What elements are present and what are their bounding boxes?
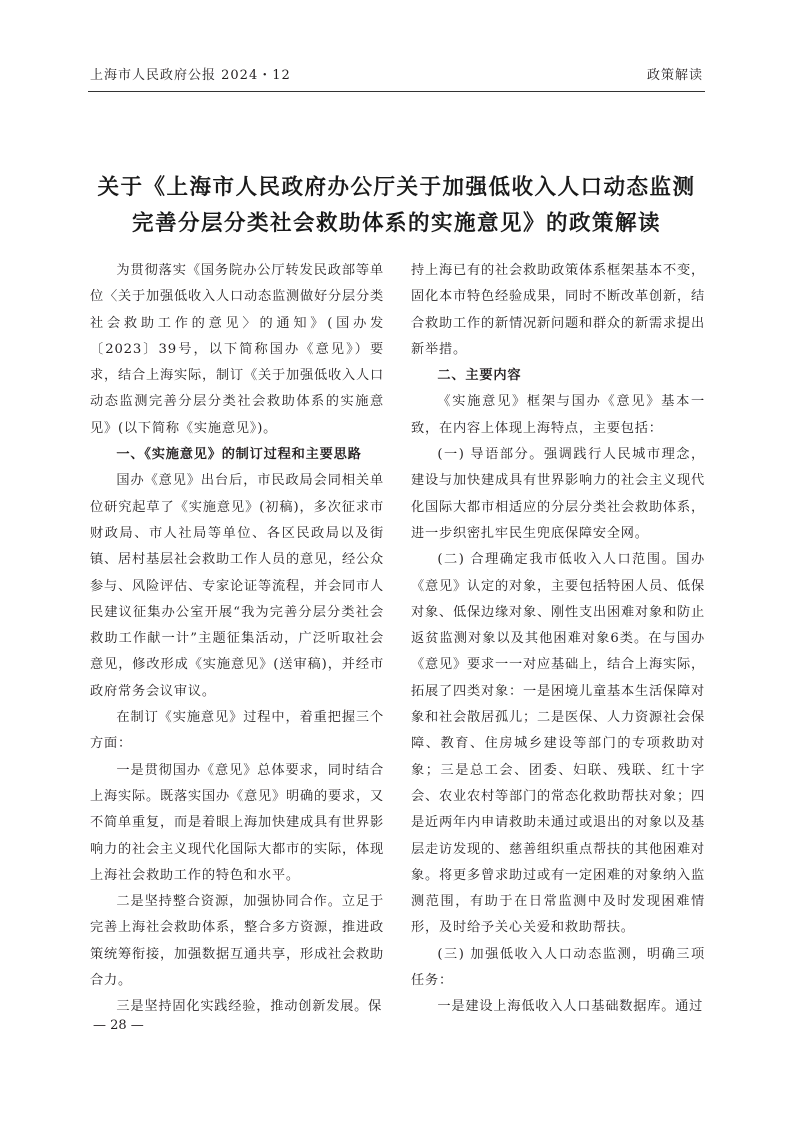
- paragraph: (一) 导语部分。强调践行人民城市理念，建设与加快建成具有世界影响力的社会主义现代化国际大都市相适应的分层分类社会救助体系，进一步织密扎牢民生兜底保障安全网。: [411, 447, 705, 541]
- section-heading: 二、主要内容: [437, 368, 522, 384]
- page-number: — 28 —: [93, 1018, 144, 1033]
- paragraph: 国办《意见》出台后，市民政局会同相关单位研究起草了《实施意见》(初稿)，多次征求市财政局、市人社局等单位、各区民政局以及街镇、居村基层社会救助工作人员的意见，经公众参与、风险评估、专家论证等流程，并会同市人民建议征集办公室开展“我为完善分层分类社会救助工作献一计”主题征集活动，广泛听取社会意见，修改形成《实施意见》(送审稿)，并经市政府常务会议审议。: [90, 473, 384, 699]
- paragraph: 为贯彻落实《国务院办公厅转发民政部等单位〈关于加强低收入人口动态监测做好分层分类社会救助工作的意见〉的通知》(国办发〔2023〕39号，以下简称国办《意见》）要求，结合上海实际，制订《关于加强低收入人口动态监测完善分层分类社会救助体系的实施意见》(以下简称《实施意见》)。: [90, 263, 384, 436]
- section-heading: 一、《实施意见》的制订过程和主要思路: [116, 447, 362, 463]
- paragraph: 一是建设上海低收入人口基础数据库。通过: [437, 999, 704, 1015]
- right-column: [411, 258, 705, 1021]
- paragraph: (三) 加强低收入人口动态监测，明确三项任务：: [411, 946, 705, 989]
- paragraph: 三是坚持固化实践经验，推动创新发展。保: [116, 999, 383, 1015]
- left-column: [90, 258, 384, 1021]
- paragraph: 二是坚持整合资源，加强协同合作。立足于完善上海社会救助体系，整合多方资源，推进政策统筹衔接，加强数据互通共享，形成社会救助合力。: [90, 894, 384, 989]
- paragraph: 《实施意见》框架与国办《意见》基本一致，在内容上体现上海特点，主要包括：: [411, 394, 705, 436]
- paragraph: (二) 合理确定我市低收入人口范围。国办《意见》认定的对象，主要包括特困人员、低保对象、低保边缘对象、刚性支出困难对象和防止返贫监测对象以及其他困难对象6类。在与国办《意见》要求一一对应基础上，结合上海实际，拓展了四类对象：一是困境儿童基本生活保障对象和社会散居孤儿；二是医保、人力资源社会保障、教育、住房城乡建设等部门的专项救助对象；三是总工会、团委、妇联、残联、红十字会、农业农村等部门的常态化救助帮扶对象；四是近两年内申请救助未通过或退出的对象以及基层走访发现的、慈善组织重点帮扶的其他困难对象。将更多曾求助过或有一定困难的对象纳入监测范围，有助于在日常监测中及时发现困难情形，及时给予关心关爱和救助帮扶。: [411, 552, 705, 936]
- paragraph: 在制订《实施意见》过程中，着重把握三个方面：: [90, 710, 384, 752]
- page-title: [60, 170, 733, 242]
- publication-header: 上海市人民政府公报 2024・12: [90, 68, 291, 83]
- section-label: 政策解读: [646, 68, 703, 83]
- title-line-2: 完善分层分类社会救助体系的实施意见》的政策解读: [131, 211, 661, 236]
- header-divider: [88, 91, 705, 92]
- paragraph-continued: 持上海已有的社会救助政策体系框架基本不变，固化本市特色经验成果，同时不断改革创新，结合救助工作的新情况新问题和群众的新需求提出新举措。: [411, 263, 705, 357]
- title-line-1: 关于《上海市人民政府办公厅关于加强低收入人口动态监测: [97, 175, 696, 200]
- paragraph: 一是贯彻国办《意见》总体要求，同时结合上海实际。既落实国办《意见》明确的要求，又不简单重复，而是着眼上海加快建成具有世界影响力的社会主义现代化国际大都市的实际，体现上海社会救助工作的特色和水平。: [90, 762, 384, 883]
